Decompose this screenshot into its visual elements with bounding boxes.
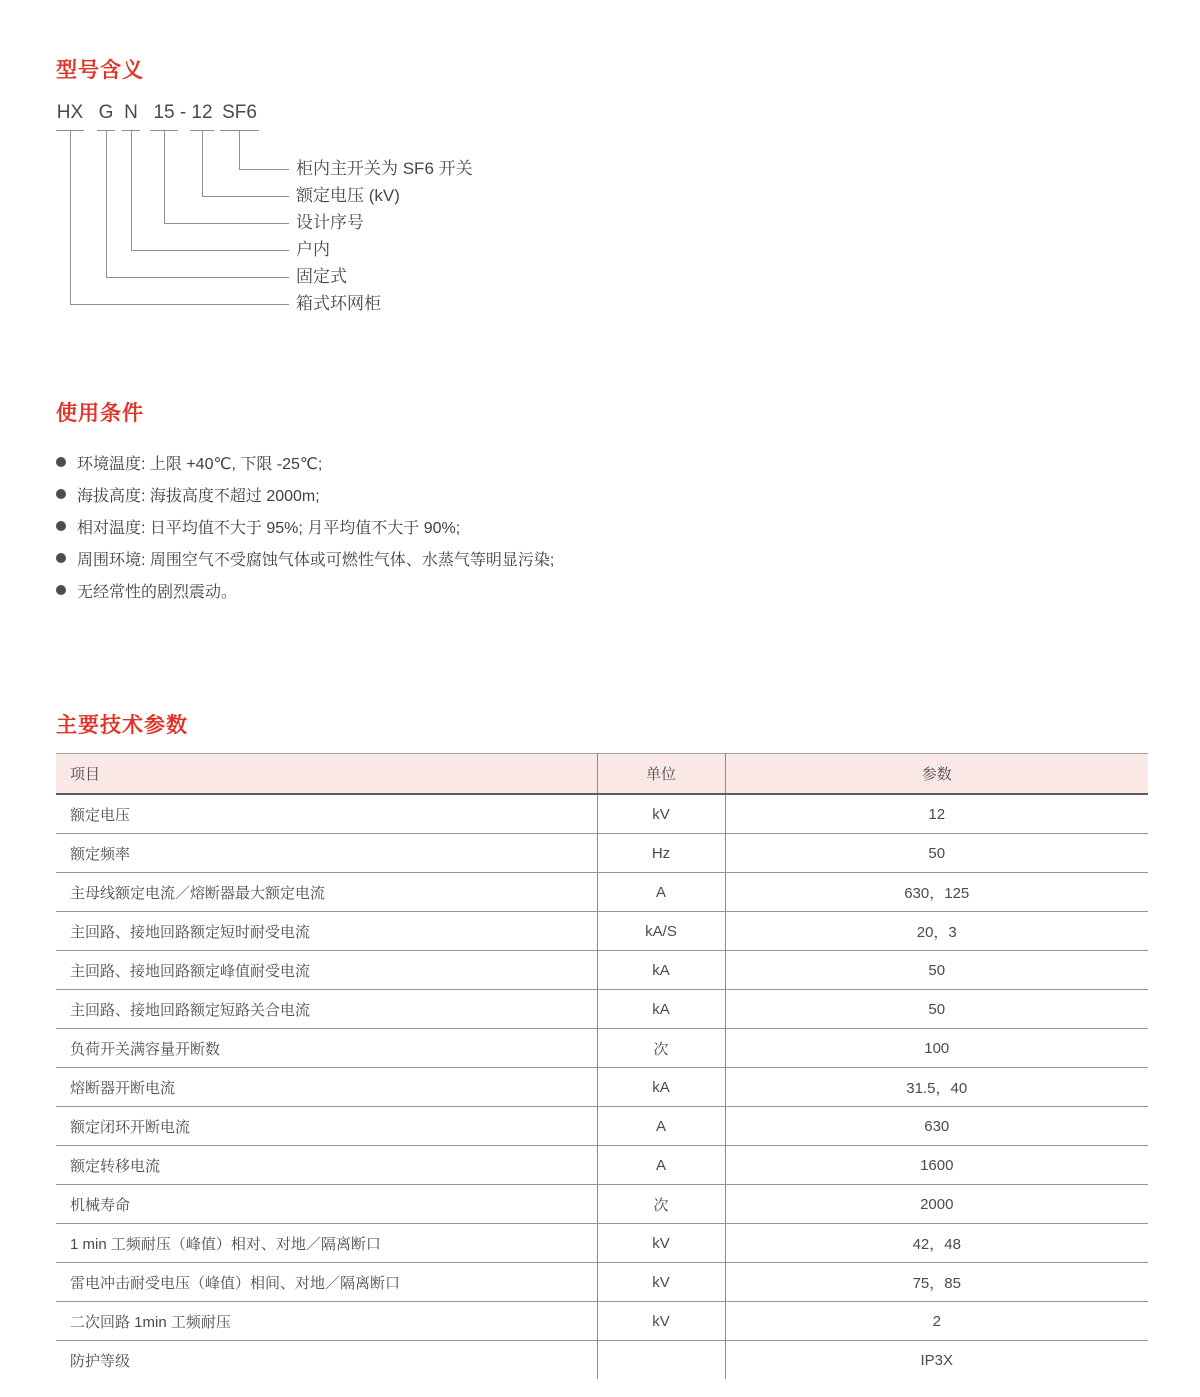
table-cell-unit: 次 (597, 1029, 725, 1068)
table-row (56, 1224, 1148, 1263)
table-cell-item: 额定转移电流 (56, 1146, 597, 1185)
table-row (56, 794, 1148, 834)
model-part-label-indoor: 户内 (296, 240, 330, 259)
bullet-icon (56, 457, 66, 467)
table-cell-value: 2 (725, 1302, 1148, 1341)
parameters-table (56, 753, 1148, 1379)
table-header-item: 项目 (56, 754, 597, 795)
table-cell-unit (597, 1341, 725, 1380)
model-code-segment-15: 15 (150, 100, 178, 131)
table-cell-value: 1600 (725, 1146, 1148, 1185)
diagram-stem-line (106, 130, 107, 278)
table-cell-value: 2000 (725, 1185, 1148, 1224)
table-cell-unit: kV (597, 1224, 725, 1263)
model-part-label-rated-voltage: 额定电压 (kV) (296, 186, 400, 205)
table-cell-value: 50 (725, 990, 1148, 1029)
condition-item-text: 无经常性的剧烈震动。 (77, 583, 238, 601)
model-part-label-design-serial: 设计序号 (296, 213, 364, 232)
table-cell-unit: A (597, 1107, 725, 1146)
table-row (56, 912, 1148, 951)
section-title-technical-parameters: 主要技术参数 (56, 714, 188, 737)
table-row (56, 834, 1148, 873)
model-code-segment-12: 12 (190, 100, 214, 131)
table-cell-item: 防护等级 (56, 1341, 597, 1380)
table-cell-unit: 次 (597, 1185, 725, 1224)
diagram-stem-line (202, 130, 203, 197)
table-row (56, 1185, 1148, 1224)
table-cell-value: 31.5，40 (725, 1068, 1148, 1107)
table-cell-value: 630 (725, 1107, 1148, 1146)
bullet-icon (56, 585, 66, 595)
model-code-dash: - (179, 102, 187, 123)
table-cell-unit: A (597, 873, 725, 912)
bullet-icon (56, 521, 66, 531)
table-row (56, 1302, 1148, 1341)
model-part-label-sf6-switch: 柜内主开关为 SF6 开关 (296, 159, 473, 178)
condition-item-text: 海拔高度: 海拔高度不超过 2000m; (77, 487, 320, 505)
condition-item (56, 446, 956, 478)
section-title-model-meaning: 型号含义 (56, 59, 144, 82)
diagram-stem-line (239, 130, 240, 170)
model-code-diagram (57, 100, 817, 332)
model-code-segment-n: N (122, 100, 140, 131)
table-cell-unit: kV (597, 794, 725, 834)
diagram-connector-line (239, 169, 289, 170)
condition-item (56, 478, 956, 510)
table-cell-item: 熔断器开断电流 (56, 1068, 597, 1107)
table-cell-item: 额定频率 (56, 834, 597, 873)
condition-item (56, 510, 956, 542)
model-code-segment-g: G (97, 100, 115, 131)
diagram-stem-line (70, 130, 71, 305)
table-row (56, 990, 1148, 1029)
section-title-service-conditions: 使用条件 (56, 402, 144, 425)
table-cell-item: 机械寿命 (56, 1185, 597, 1224)
table-cell-item: 额定闭环开断电流 (56, 1107, 597, 1146)
table-cell-value: 50 (725, 834, 1148, 873)
diagram-stem-line (164, 130, 165, 224)
table-cell-unit: kA (597, 951, 725, 990)
table-cell-item: 雷电冲击耐受电压（峰值）相间、对地／隔离断口 (56, 1263, 597, 1302)
table-cell-unit: kV (597, 1302, 725, 1341)
table-cell-unit: Hz (597, 834, 725, 873)
table-cell-item: 二次回路 1min 工频耐压 (56, 1302, 597, 1341)
condition-item (56, 542, 956, 574)
table-row (56, 1146, 1148, 1185)
bullet-icon (56, 489, 66, 499)
table-cell-value: 100 (725, 1029, 1148, 1068)
condition-item (56, 574, 956, 606)
table-cell-unit: kA/S (597, 912, 725, 951)
table-row (56, 1341, 1148, 1380)
condition-item-text: 相对温度: 日平均值不大于 95%; 月平均值不大于 90%; (77, 519, 461, 537)
table-header-value: 参数 (725, 754, 1148, 795)
table-row (56, 1263, 1148, 1302)
condition-item-text: 环境温度: 上限 +40℃, 下限 -25℃; (77, 455, 323, 473)
table-cell-value: 75，85 (725, 1263, 1148, 1302)
diagram-connector-line (70, 304, 289, 305)
table-cell-value: 42，48 (725, 1224, 1148, 1263)
table-cell-value: 630，125 (725, 873, 1148, 912)
table-cell-unit: kV (597, 1263, 725, 1302)
table-cell-value: 50 (725, 951, 1148, 990)
model-code-segment-sf6: SF6 (220, 100, 259, 131)
table-cell-value: 12 (928, 805, 946, 823)
table-row (56, 1068, 1148, 1107)
diagram-stem-line (131, 130, 132, 251)
table-row (56, 873, 1148, 912)
table-cell-value: 20，3 (725, 912, 1148, 951)
diagram-connector-line (131, 250, 289, 251)
table-cell-unit: kA (597, 990, 725, 1029)
table-cell-item: 主回路、接地回路额定短路关合电流 (56, 990, 597, 1029)
service-conditions-list (56, 446, 956, 606)
table-cell-item: 额定电压 (56, 794, 597, 834)
table-cell-unit: A (597, 1146, 725, 1185)
table-cell-value: IP3X (725, 1341, 1148, 1380)
table-row (56, 1029, 1148, 1068)
diagram-connector-line (164, 223, 289, 224)
table-cell-unit: kA (597, 1068, 725, 1107)
table-row (56, 1107, 1148, 1146)
table-header-row (56, 754, 1148, 795)
diagram-connector-line (106, 277, 289, 278)
table-cell-item: 1 min 工频耐压（峰值）相对、对地／隔离断口 (56, 1224, 597, 1263)
bullet-icon (56, 553, 66, 563)
model-part-label-fixed-type: 固定式 (296, 267, 347, 286)
model-part-label-box-rmu: 箱式环网柜 (296, 294, 381, 313)
table-cell-item: 主母线额定电流／熔断器最大额定电流 (56, 873, 597, 912)
model-code-segment-hx: HX (56, 100, 84, 131)
table-row (56, 951, 1148, 990)
table-cell-item: 主回路、接地回路额定短时耐受电流 (56, 912, 597, 951)
condition-item-text: 周围环境: 周围空气不受腐蚀气体或可燃性气体、水蒸气等明显污染; (77, 551, 555, 569)
table-header-unit: 单位 (597, 754, 725, 795)
diagram-connector-line (202, 196, 289, 197)
table-cell-item: 负荷开关满容量开断数 (56, 1029, 597, 1068)
table-cell-item: 主回路、接地回路额定峰值耐受电流 (56, 951, 597, 990)
